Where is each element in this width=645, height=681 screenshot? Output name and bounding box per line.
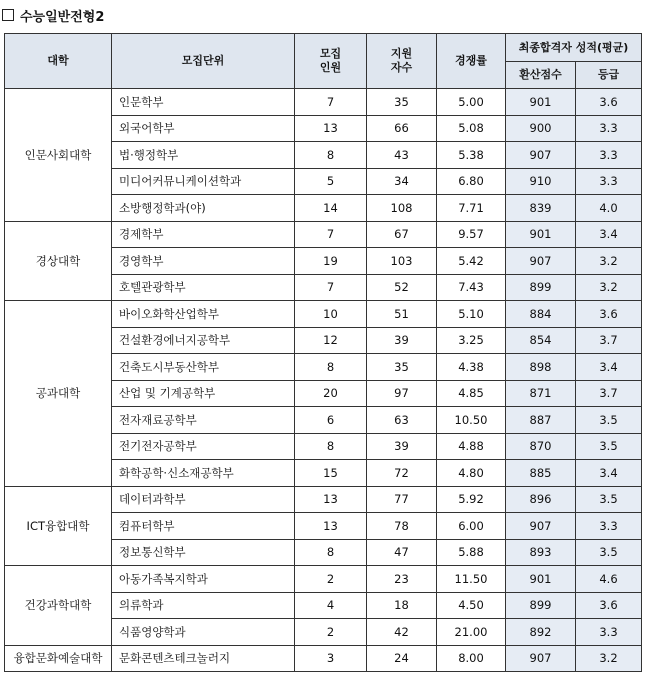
applicants-cell: 78 xyxy=(367,513,437,540)
applicants-cell: 34 xyxy=(367,168,437,195)
applicants-cell: 35 xyxy=(367,354,437,381)
score-cell: 910 xyxy=(506,168,576,195)
unit-cell: 호텔관광학부 xyxy=(112,274,295,301)
score-cell: 907 xyxy=(506,645,576,672)
table-header xyxy=(5,34,642,89)
applicants-cell: 24 xyxy=(367,645,437,672)
college-cell: 건강과학대학 xyxy=(5,566,112,646)
ratio-cell: 11.50 xyxy=(437,566,506,593)
header-quota-text: 모집 인원 xyxy=(319,47,342,74)
college-cell: 융합문화예술대학 xyxy=(5,645,112,672)
grade-cell: 3.6 xyxy=(576,592,642,619)
quota-cell: 8 xyxy=(295,539,367,566)
unit-cell: 전자재료공학부 xyxy=(112,407,295,434)
grade-cell: 3.3 xyxy=(576,168,642,195)
grade-cell: 3.2 xyxy=(576,274,642,301)
grade-cell: 3.5 xyxy=(576,433,642,460)
table-row xyxy=(5,221,642,248)
unit-cell: 전기전자공학부 xyxy=(112,433,295,460)
applicants-cell: 97 xyxy=(367,380,437,407)
grade-cell: 3.5 xyxy=(576,486,642,513)
score-cell: 899 xyxy=(506,274,576,301)
header-ratio: 경쟁률 xyxy=(437,34,506,89)
grade-cell: 3.6 xyxy=(576,89,642,116)
applicants-cell: 66 xyxy=(367,115,437,142)
quota-cell: 8 xyxy=(295,354,367,381)
quota-cell: 6 xyxy=(295,407,367,434)
score-cell: 871 xyxy=(506,380,576,407)
quota-cell: 7 xyxy=(295,221,367,248)
header-applicants-text: 지원 자수 xyxy=(390,47,413,74)
quota-cell: 13 xyxy=(295,486,367,513)
grade-cell: 3.5 xyxy=(576,407,642,434)
quota-cell: 20 xyxy=(295,380,367,407)
applicants-cell: 67 xyxy=(367,221,437,248)
quota-cell: 13 xyxy=(295,513,367,540)
section-title-text: 수능일반전형2 xyxy=(20,9,105,25)
table-body xyxy=(5,89,642,672)
unit-cell: 화학공학·신소재공학부 xyxy=(112,460,295,487)
admission-results-table xyxy=(4,33,642,672)
ratio-cell: 3.25 xyxy=(437,327,506,354)
score-cell: 901 xyxy=(506,89,576,116)
ratio-cell: 5.00 xyxy=(437,89,506,116)
grade-cell: 3.3 xyxy=(576,115,642,142)
unit-cell: 데이터과학부 xyxy=(112,486,295,513)
applicants-cell: 108 xyxy=(367,195,437,222)
unit-cell: 건설환경에너지공학부 xyxy=(112,327,295,354)
ratio-cell: 5.10 xyxy=(437,301,506,328)
applicants-cell: 51 xyxy=(367,301,437,328)
score-cell: 900 xyxy=(506,115,576,142)
quota-cell: 13 xyxy=(295,115,367,142)
header-result-group: 최종합격자 성적(평균) xyxy=(506,34,642,62)
applicants-cell: 63 xyxy=(367,407,437,434)
grade-cell: 3.3 xyxy=(576,513,642,540)
grade-cell: 3.2 xyxy=(576,248,642,275)
ratio-cell: 7.71 xyxy=(437,195,506,222)
header-unit: 모집단위 xyxy=(112,34,295,89)
unit-cell: 경영학부 xyxy=(112,248,295,275)
applicants-cell: 52 xyxy=(367,274,437,301)
ratio-cell: 5.38 xyxy=(437,142,506,169)
applicants-cell: 39 xyxy=(367,433,437,460)
score-cell: 870 xyxy=(506,433,576,460)
unit-cell: 건축도시부동산학부 xyxy=(112,354,295,381)
ratio-cell: 6.00 xyxy=(437,513,506,540)
table-row xyxy=(5,486,642,513)
unit-cell: 외국어학부 xyxy=(112,115,295,142)
ratio-cell: 8.00 xyxy=(437,645,506,672)
ratio-cell: 5.88 xyxy=(437,539,506,566)
score-cell: 893 xyxy=(506,539,576,566)
header-score: 환산점수 xyxy=(506,62,576,89)
college-cell: 인문사회대학 xyxy=(5,89,112,222)
quota-cell: 4 xyxy=(295,592,367,619)
grade-cell: 3.7 xyxy=(576,327,642,354)
applicants-cell: 35 xyxy=(367,89,437,116)
score-cell: 907 xyxy=(506,248,576,275)
applicants-cell: 43 xyxy=(367,142,437,169)
grade-cell: 4.6 xyxy=(576,566,642,593)
quota-cell: 8 xyxy=(295,433,367,460)
checkbox-square-icon xyxy=(2,9,14,21)
score-cell: 839 xyxy=(506,195,576,222)
ratio-cell: 4.80 xyxy=(437,460,506,487)
ratio-cell: 10.50 xyxy=(437,407,506,434)
applicants-cell: 72 xyxy=(367,460,437,487)
grade-cell: 3.4 xyxy=(576,221,642,248)
college-cell: 공과대학 xyxy=(5,301,112,487)
table-row xyxy=(5,89,642,116)
unit-cell: 의류학과 xyxy=(112,592,295,619)
score-cell: 907 xyxy=(506,513,576,540)
score-cell: 885 xyxy=(506,460,576,487)
score-cell: 907 xyxy=(506,142,576,169)
ratio-cell: 4.50 xyxy=(437,592,506,619)
grade-cell: 3.5 xyxy=(576,539,642,566)
quota-cell: 12 xyxy=(295,327,367,354)
table-row xyxy=(5,645,642,672)
unit-cell: 식품영양학과 xyxy=(112,619,295,646)
grade-cell: 3.3 xyxy=(576,619,642,646)
quota-cell: 5 xyxy=(295,168,367,195)
applicants-cell: 47 xyxy=(367,539,437,566)
quota-cell: 8 xyxy=(295,142,367,169)
unit-cell: 미디어커뮤니케이션학과 xyxy=(112,168,295,195)
ratio-cell: 4.85 xyxy=(437,380,506,407)
applicants-cell: 18 xyxy=(367,592,437,619)
grade-cell: 3.6 xyxy=(576,301,642,328)
grade-cell: 3.7 xyxy=(576,380,642,407)
unit-cell: 인문학부 xyxy=(112,89,295,116)
section-title xyxy=(0,6,104,24)
grade-cell: 4.0 xyxy=(576,195,642,222)
grade-cell: 3.4 xyxy=(576,460,642,487)
quota-cell: 19 xyxy=(295,248,367,275)
score-cell: 901 xyxy=(506,221,576,248)
applicants-cell: 39 xyxy=(367,327,437,354)
quota-cell: 2 xyxy=(295,566,367,593)
quota-cell: 7 xyxy=(295,274,367,301)
quota-cell: 15 xyxy=(295,460,367,487)
college-cell: 경상대학 xyxy=(5,221,112,301)
unit-cell: 바이오화학산업학부 xyxy=(112,301,295,328)
quota-cell: 7 xyxy=(295,89,367,116)
quota-cell: 14 xyxy=(295,195,367,222)
score-cell: 887 xyxy=(506,407,576,434)
unit-cell: 법·행정학부 xyxy=(112,142,295,169)
ratio-cell: 4.88 xyxy=(437,433,506,460)
header-college: 대학 xyxy=(5,34,112,89)
quota-cell: 2 xyxy=(295,619,367,646)
unit-cell: 산업 및 기계공학부 xyxy=(112,380,295,407)
unit-cell: 컴퓨터학부 xyxy=(112,513,295,540)
quota-cell: 10 xyxy=(295,301,367,328)
applicants-cell: 103 xyxy=(367,248,437,275)
applicants-cell: 23 xyxy=(367,566,437,593)
score-cell: 854 xyxy=(506,327,576,354)
ratio-cell: 5.08 xyxy=(437,115,506,142)
ratio-cell: 7.43 xyxy=(437,274,506,301)
ratio-cell: 4.38 xyxy=(437,354,506,381)
ratio-cell: 21.00 xyxy=(437,619,506,646)
score-cell: 892 xyxy=(506,619,576,646)
ratio-cell: 9.57 xyxy=(437,221,506,248)
unit-cell: 경제학부 xyxy=(112,221,295,248)
unit-cell: 문화콘텐츠테크놀러지 xyxy=(112,645,295,672)
ratio-cell: 5.42 xyxy=(437,248,506,275)
score-cell: 896 xyxy=(506,486,576,513)
ratio-cell: 5.92 xyxy=(437,486,506,513)
score-cell: 884 xyxy=(506,301,576,328)
grade-cell: 3.2 xyxy=(576,645,642,672)
table-row xyxy=(5,566,642,593)
quota-cell: 3 xyxy=(295,645,367,672)
score-cell: 901 xyxy=(506,566,576,593)
unit-cell: 정보통신학부 xyxy=(112,539,295,566)
header-grade: 등급 xyxy=(576,62,642,89)
grade-cell: 3.4 xyxy=(576,354,642,381)
table-row xyxy=(5,301,642,328)
unit-cell: 아동가족복지학과 xyxy=(112,566,295,593)
unit-cell: 소방행정학과(야) xyxy=(112,195,295,222)
applicants-cell: 77 xyxy=(367,486,437,513)
ratio-cell: 6.80 xyxy=(437,168,506,195)
score-cell: 899 xyxy=(506,592,576,619)
header-quota xyxy=(295,34,367,89)
score-cell: 898 xyxy=(506,354,576,381)
header-applicants xyxy=(367,34,437,89)
college-cell: ICT융합대학 xyxy=(5,486,112,566)
applicants-cell: 42 xyxy=(367,619,437,646)
grade-cell: 3.3 xyxy=(576,142,642,169)
